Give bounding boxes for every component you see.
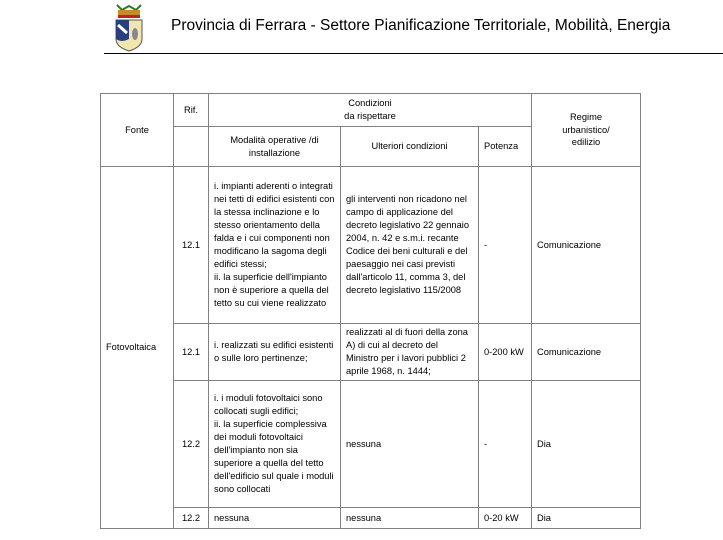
coat-of-arms-icon xyxy=(112,3,146,53)
regime-cell: Dia xyxy=(532,381,641,508)
ulteriori-cell: realizzati al di fuori della zona A) di cui al decreto del Ministro per i lavori pubblici 2 aprile 1968, n. 1444; xyxy=(341,324,479,381)
regime-cell: Comunicazione xyxy=(532,167,641,324)
regime-table xyxy=(100,93,641,529)
table-row xyxy=(101,508,641,529)
rif-cell: 12.1 xyxy=(174,324,209,381)
rif-cell: 12.1 xyxy=(174,167,209,324)
potenza-cell: 0-20 kW xyxy=(479,508,532,529)
header-fonte: Fonte xyxy=(101,94,174,167)
header-potenza: Potenza xyxy=(479,127,532,167)
header-rif: Rif. xyxy=(174,94,209,127)
modalita-cell: i. impianti aderenti o integrati nei tetti di edifici esistenti con la stessa inclinazione e lo stesso orientamento della falda e i cui componenti non modificano la sagoma degli edifici stessi; ii. la superficie dell'impianto non è superiore a quella del tetto su cui viene realizzato xyxy=(209,167,341,324)
regime-cell: Comunicazione xyxy=(532,324,641,381)
rif-cell: 12.2 xyxy=(174,508,209,529)
ulteriori-cell: nessuna xyxy=(341,508,479,529)
header-condizioni: Condizioni da rispettare xyxy=(209,94,532,127)
header-modalita: Modalità operative /di installazione xyxy=(209,127,341,167)
regime-cell: Dia xyxy=(532,508,641,529)
header-rif-empty xyxy=(174,127,209,167)
modalita-cell: i. i moduli fotovoltaici sono collocati sugli edifici; ii. la superficie complessiva dei moduli fotovoltaici dell'impianto non sia superiore a quella del tetto dell'edificio sul quale i moduli sono collocati xyxy=(209,381,341,508)
potenza-cell: - xyxy=(479,167,532,324)
ulteriori-cell: gli interventi non ricadono nel campo di applicazione del decreto legislativo 22 gennaio 2004, n. 42 e s.m.i. recante Codice dei beni culturali e del paesaggio nei casi previsti dall'articolo 11, comma 3, del decreto legislativo 115/2008 xyxy=(341,167,479,324)
potenza-cell: 0-200 kW xyxy=(479,324,532,381)
header-ulteriori: Ulteriori condizioni xyxy=(341,127,479,167)
header-regime: Regime urbanistico/ edilizio xyxy=(532,94,641,167)
table-row xyxy=(101,381,641,508)
ulteriori-cell: nessuna xyxy=(341,381,479,508)
header-divider xyxy=(104,53,723,54)
modalita-cell: nessuna xyxy=(209,508,341,529)
fonte-cell: Fotovoltaica xyxy=(101,167,174,529)
table-row xyxy=(101,324,641,381)
potenza-cell: - xyxy=(479,381,532,508)
rif-cell: 12.2 xyxy=(174,381,209,508)
page-title: Provincia di Ferrara - Settore Pianificazione Territoriale, Mobilità, Energia xyxy=(171,17,671,34)
modalita-cell: i. realizzati su edifici esistenti o sulle loro pertinenze; xyxy=(209,324,341,381)
table-row xyxy=(101,167,641,324)
